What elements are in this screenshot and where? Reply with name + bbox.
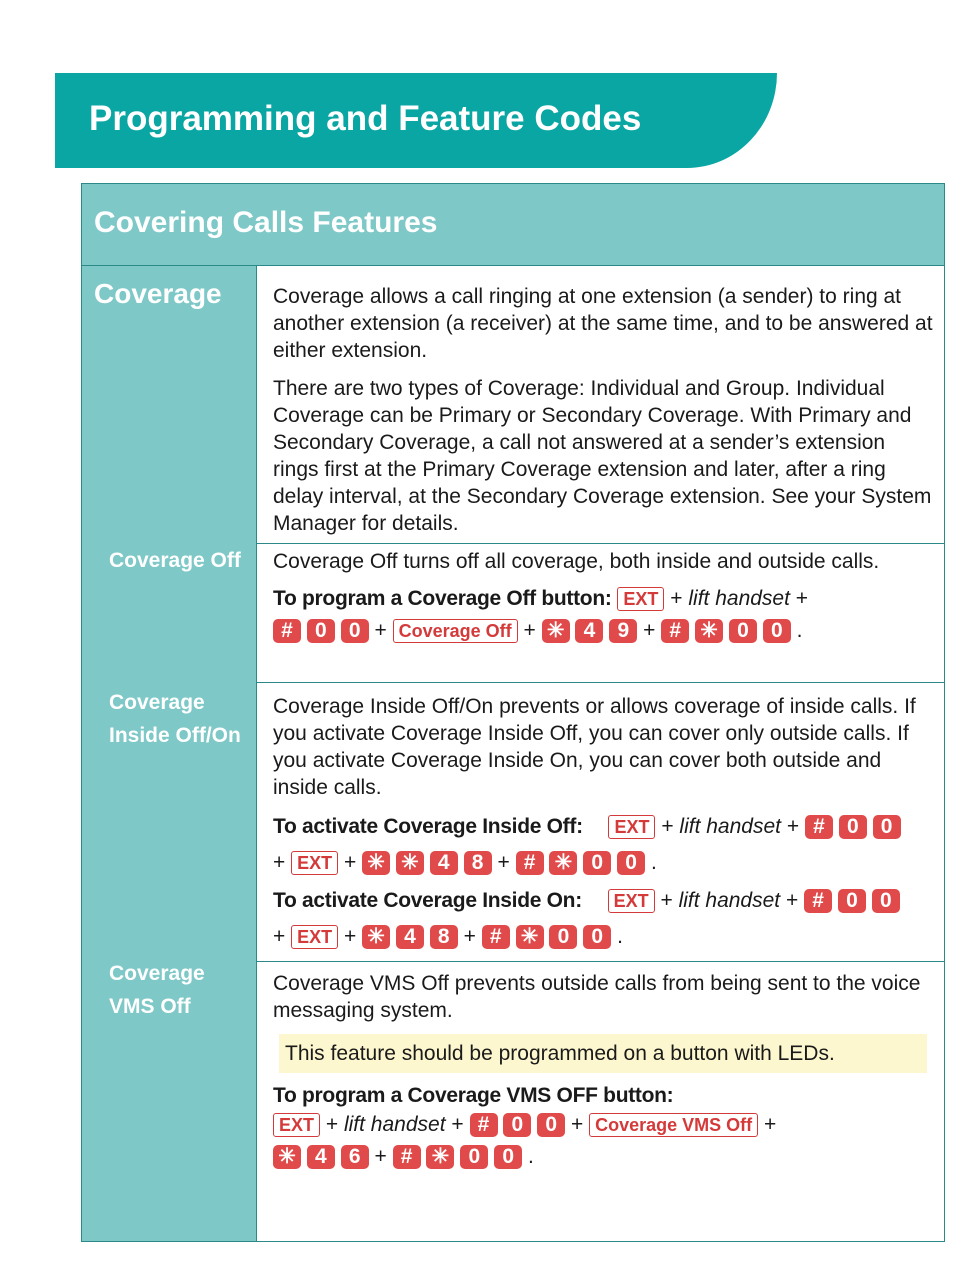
plus-sign: + [497, 851, 510, 874]
section-header [82, 184, 944, 266]
coverage-off-prog-label: To program a Coverage Off button: [273, 587, 612, 610]
plus-sign: + [571, 1113, 584, 1136]
hash-key: # [393, 1145, 421, 1169]
plus-sign: + [451, 1113, 464, 1136]
period: . [796, 619, 803, 642]
plus-sign: + [374, 619, 387, 642]
plus-sign: + [795, 587, 809, 610]
period: . [528, 1145, 534, 1168]
zero-key: 0 [460, 1145, 488, 1169]
zero-key: 0 [839, 815, 867, 839]
coverage-paragraph-2: There are two types of Coverage: Individual and Group. Individual Coverage can be Primary or Secondary Coverage. With Primary and Secondary Coverage, a call not answered at a sender’s extension rings first at the Primary Coverage extension and later, after a ring delay interval, at the Secondary Coverage extension. See your System Manager for details. [273, 377, 932, 535]
four-key: 4 [307, 1145, 335, 1169]
star-key: ✳ [396, 851, 424, 875]
feature-label-column [82, 266, 257, 1241]
star-key: ✳ [695, 619, 723, 643]
star-key: ✳ [549, 851, 577, 875]
plus-sign: + [670, 587, 683, 610]
zero-key: 0 [341, 619, 369, 643]
hash-key: # [482, 925, 510, 949]
label-inside-line2: Inside Off/On [109, 724, 241, 747]
period: . [617, 925, 623, 948]
eight-key: 8 [464, 851, 492, 875]
ext-key: EXT [617, 587, 664, 611]
coverage-off-button-label: Coverage Off [393, 619, 518, 643]
label-vms-line2: VMS Off [109, 995, 191, 1018]
coverage-vms-off-button-label: Coverage VMS Off [589, 1113, 758, 1137]
four-key: 4 [575, 619, 603, 643]
plus-sign: + [463, 925, 476, 948]
inside-off-label: To activate Coverage Inside Off: [273, 815, 583, 838]
plus-sign: + [643, 619, 656, 642]
plus-sign: + [273, 851, 286, 874]
four-key: 4 [396, 925, 424, 949]
star-key: ✳ [516, 925, 544, 949]
coverage-vms-section [257, 962, 944, 1241]
coverage-inside-section [257, 683, 944, 962]
star-key: ✳ [362, 925, 390, 949]
ext-key: EXT [273, 1113, 320, 1137]
zero-key: 0 [873, 815, 901, 839]
label-coverage-off: Coverage Off [109, 549, 241, 572]
coverage-inside-description: Coverage Inside Off/On prevents or allows coverage of inside calls. If you activate Coverage Inside Off, you can cover only outside calls. If you activate Coverage Inside On, you can cover both outside and inside calls. [273, 695, 916, 799]
star-key: ✳ [542, 619, 570, 643]
hash-key: # [516, 851, 544, 875]
inside-on-steps-line1 [273, 885, 938, 917]
zero-key: 0 [763, 619, 791, 643]
coverage-section [257, 266, 944, 544]
nine-key: 9 [609, 619, 637, 643]
zero-key: 0 [494, 1145, 522, 1169]
zero-key: 0 [617, 851, 645, 875]
plus-sign: + [523, 619, 536, 642]
lift-handset-text: lift handset [678, 889, 781, 912]
plus-sign: + [785, 889, 799, 912]
four-key: 4 [430, 851, 458, 875]
lift-handset-text: lift handset [688, 587, 790, 610]
ext-key: EXT [291, 925, 338, 949]
inside-off-steps-line2 [273, 847, 938, 879]
label-coverage: Coverage [94, 278, 222, 309]
plus-sign: + [786, 815, 800, 838]
hash-key: # [661, 619, 689, 643]
coverage-off-description: Coverage Off turns off all coverage, both inside and outside calls. [273, 550, 880, 573]
plus-sign: + [343, 851, 357, 874]
hash-key: # [273, 619, 301, 643]
coverage-off-steps-line1 [273, 583, 933, 615]
inside-off-steps-line1 [273, 811, 938, 843]
zero-key: 0 [838, 889, 866, 913]
ext-key: EXT [608, 889, 655, 913]
plus-sign: + [273, 925, 286, 948]
hash-key: # [804, 889, 832, 913]
six-key: 6 [341, 1145, 369, 1169]
zero-key: 0 [729, 619, 757, 643]
star-key: ✳ [362, 851, 390, 875]
lift-handset-text: lift handset [679, 815, 781, 838]
zero-key: 0 [307, 619, 335, 643]
zero-key: 0 [583, 925, 611, 949]
zero-key: 0 [503, 1113, 531, 1137]
label-inside-line1: Coverage [109, 691, 205, 714]
zero-key: 0 [537, 1113, 565, 1137]
vms-prog-label: To program a Coverage VMS OFF button: [273, 1084, 674, 1107]
zero-key: 0 [549, 925, 577, 949]
vms-prog-label-line [273, 1083, 938, 1109]
lift-handset-text: lift handset [343, 1113, 446, 1136]
header-banner [55, 73, 777, 168]
plus-sign: + [764, 1113, 777, 1136]
label-vms-line1: Coverage [109, 962, 205, 985]
star-key: ✳ [426, 1145, 454, 1169]
plus-sign: + [374, 1145, 387, 1168]
feature-table [81, 183, 945, 1242]
inside-on-label: To activate Coverage Inside On: [273, 889, 582, 912]
ext-key: EXT [291, 851, 338, 875]
page-title: Programming and Feature Codes [89, 99, 642, 138]
period: . [650, 851, 657, 874]
coverage-off-steps-line2 [273, 615, 933, 647]
coverage-paragraph-1: Coverage allows a call ringing at one extension (a sender) to ring at another extension (a receiver) at the same time, and to be answered at either extension. [273, 285, 933, 362]
inside-on-steps-line2 [273, 921, 938, 953]
section-title: Covering Calls Features [94, 206, 438, 239]
coverage-off-section [257, 544, 944, 683]
zero-key: 0 [872, 889, 900, 913]
led-note: This feature should be programmed on a button with LEDs. [279, 1034, 927, 1073]
ext-key: EXT [608, 815, 655, 839]
plus-sign: + [343, 925, 357, 948]
plus-sign: + [660, 889, 673, 912]
plus-sign: + [325, 1113, 339, 1136]
vms-steps-line1 [273, 1109, 938, 1141]
feature-descriptions [257, 266, 944, 1241]
coverage-vms-description: Coverage VMS Off prevents outside calls from being sent to the voice messaging system. [273, 972, 921, 1022]
zero-key: 0 [583, 851, 611, 875]
hash-key: # [470, 1113, 498, 1137]
plus-sign: + [661, 815, 674, 838]
hash-key: # [805, 815, 833, 839]
vms-steps-line2 [273, 1141, 938, 1173]
star-key: ✳ [273, 1145, 301, 1169]
eight-key: 8 [430, 925, 458, 949]
